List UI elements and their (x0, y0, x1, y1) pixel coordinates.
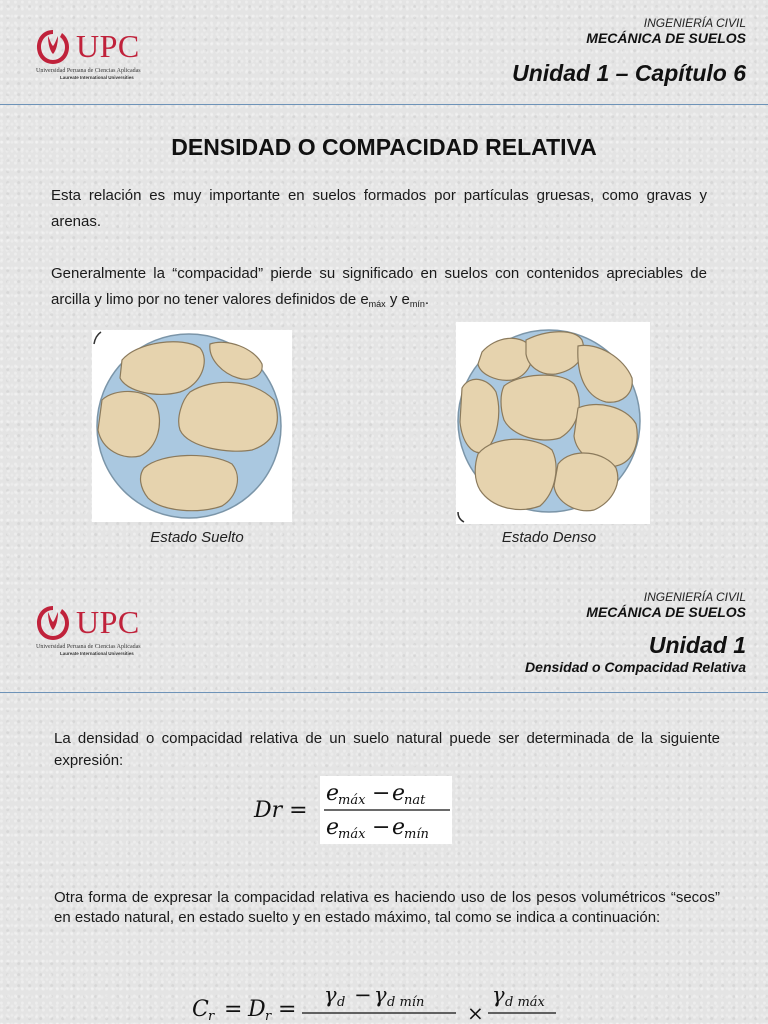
unit-label: Unidad 1 – Capítulo 6 (512, 60, 746, 86)
compacidad-paragraph (51, 261, 707, 317)
gamma-minus: − (354, 983, 372, 1007)
dense-soil-figure (456, 322, 650, 524)
paragraph-end: . (424, 291, 430, 308)
logo-text: UPC (76, 604, 140, 640)
loose-state-caption: Estado Suelto (150, 529, 244, 546)
paragraph-text: Generalmente la “compacidad” pierde su significado en suelos con contenidos apreciables de arcilla y limo por no tener valores definidos de e (51, 265, 707, 308)
logo-subtitle: Universidad Peruana de Ciencias Aplicadas (36, 68, 141, 74)
num-minus: − (372, 781, 391, 806)
cr-symbol: C (192, 997, 209, 1022)
slide-2-header (525, 590, 746, 675)
dry-weights-paragraph: Otra forma de expresar la compacidad relativa es haciendo uso de los pesos volumétricos “secos” en estado natural, en estado suelto y en estado máximo, tal como se indica a continuación: (54, 889, 720, 926)
num-e-max: e (326, 781, 340, 806)
den-e-max-sub: máx (338, 827, 366, 842)
logo-tagline: Laureate International Universities (60, 75, 134, 80)
logo-tagline: Laureate International Universities (60, 651, 134, 656)
num-e-nat: e (392, 781, 406, 806)
emin-subscript: mín (409, 299, 425, 309)
slide-2 (0, 580, 768, 1024)
den-minus: − (372, 815, 391, 840)
definition-paragraph: La densidad o compacidad relativa de un suelo natural puede ser determinada de la siguiente expresión: (54, 730, 720, 769)
header-divider (0, 104, 768, 105)
den-e-max: e (326, 815, 340, 840)
emax-subscript: máx (368, 299, 386, 309)
num-e-nat-sub: nat (404, 793, 426, 808)
gamma-d-min-sub: d mín (387, 995, 425, 1010)
logo-subtitle: Universidad Peruana de Ciencias Aplicadas (36, 644, 141, 650)
equals-1: = (224, 997, 243, 1022)
upc-emblem-icon (34, 26, 72, 66)
formula-lhs: Dr = (254, 798, 308, 823)
course-label: MECÁNICA DE SUELOS (586, 604, 746, 620)
gamma-d: γ (324, 983, 337, 1007)
dense-state-caption: Estado Denso (501, 529, 597, 546)
paragraph-mid: y e (385, 291, 410, 308)
upc-emblem-icon (34, 602, 72, 642)
gamma-d-max: γ (492, 983, 505, 1007)
logo-text: UPC (76, 28, 140, 64)
times-sign: × (467, 1001, 484, 1024)
upc-logo-2 (34, 602, 164, 658)
gamma-d-min: γ (374, 983, 387, 1007)
intro-paragraph: Esta relación es muy importante en suelos formados por partículas gruesas, como gravas y arenas. (51, 187, 707, 230)
num-e-max-sub: máx (338, 793, 366, 808)
loose-soil-figure (92, 330, 292, 522)
course-label: MECÁNICA DE SUELOS (586, 30, 746, 46)
cr-sub: r (208, 1009, 215, 1024)
den-e-min: e (392, 815, 406, 840)
header-divider (0, 692, 768, 693)
page-title: DENSIDAD O COMPACIDAD RELATIVA (171, 134, 597, 160)
slide-1-header (512, 16, 746, 87)
den-e-min-sub: mín (404, 827, 429, 842)
unit-label: Unidad 1 (648, 632, 746, 658)
gamma-d-max-sub: d máx (505, 995, 545, 1010)
upc-logo (34, 26, 164, 82)
dr-symbol: D (248, 997, 266, 1022)
dr-sub: r (265, 1009, 272, 1024)
equals-2: = (278, 997, 297, 1022)
relative-density-formula (250, 776, 460, 844)
gamma-d-sub: d (337, 995, 346, 1010)
compacity-formula (190, 982, 560, 1024)
unit-subtitle: Densidad o Compacidad Relativa (525, 659, 746, 675)
department-label: INGENIERÍA CIVIL (643, 590, 746, 604)
department-label: INGENIERÍA CIVIL (643, 16, 746, 30)
